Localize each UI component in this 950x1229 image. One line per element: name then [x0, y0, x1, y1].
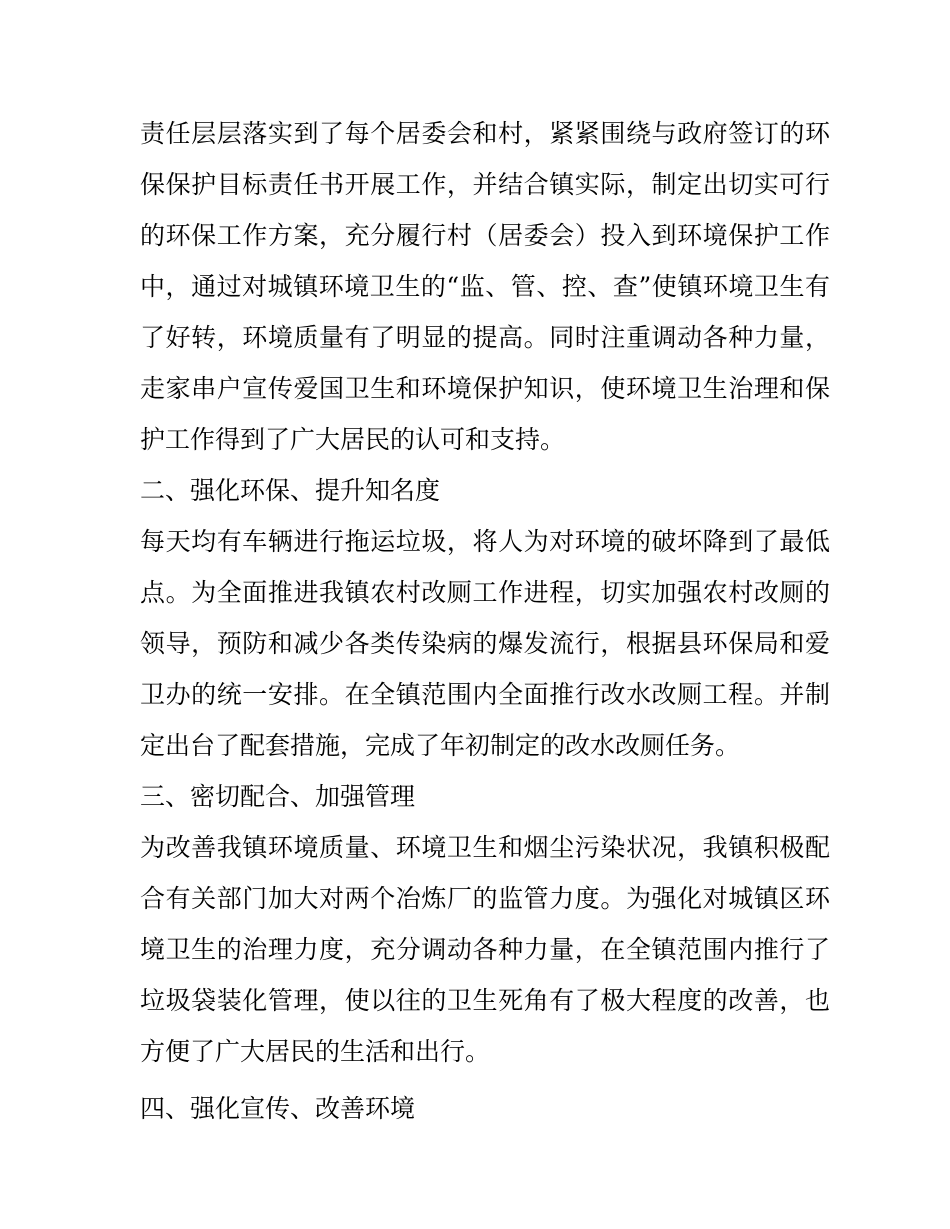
text-line: 定出台了配套措施，完成了年初制定的改水改厕任务。 [140, 731, 741, 760]
text-line: 保保护目标责任书开展工作，并结合镇实际，制定出切实可行 [140, 170, 830, 199]
text-line: 走家串户宣传爱国卫生和环境保护知识，使环境卫生治理和保 [140, 374, 830, 403]
text-line: 每天均有车辆进行拖运垃圾，将人为对环境的破坏降到了最低 [140, 527, 830, 556]
text-line: 领导，预防和减少各类传染病的爆发流行，根据县环保局和爱 [140, 629, 830, 658]
text-line: 方便了广大居民的生活和出行。 [140, 1037, 491, 1066]
document-body [140, 108, 830, 1134]
text-line: 垃圾袋装化管理，使以往的卫生死角有了极大程度的改善，也 [140, 986, 830, 1015]
text-line: 的环保工作方案，充分履行村（居委会）投入到环境保护工作 [140, 221, 830, 250]
text-line: 三、密切配合、加强管理 [140, 782, 416, 811]
text-line: 了好转，环境质量有了明显的提高。同时注重调动各种力量， [140, 323, 830, 352]
text-line: 护工作得到了广大居民的认可和支持。 [140, 425, 566, 454]
text-line: 点。为全面推进我镇农村改厕工作进程，切实加强农村改厕的 [140, 578, 830, 607]
text-line: 为改善我镇环境质量、环境卫生和烟尘污染状况，我镇积极配 [140, 833, 830, 862]
text-line: 二、强化环保、提升知名度 [140, 476, 441, 505]
text-line: 合有关部门加大对两个冶炼厂的监管力度。为强化对城镇区环 [140, 884, 830, 913]
text-line: 境卫生的治理力度，充分调动各种力量，在全镇范围内推行了 [140, 935, 830, 964]
text-line: 责任层层落实到了每个居委会和村，紧紧围绕与政府签订的环 [140, 119, 830, 148]
text-line: 四、强化宣传、改善环境 [140, 1094, 416, 1123]
text-line: 中，通过对城镇环境卫生的“监、管、控、查”使镇环境卫生有 [140, 272, 830, 301]
text-line: 卫办的统一安排。在全镇范围内全面推行改水改厕工程。并制 [140, 680, 830, 709]
